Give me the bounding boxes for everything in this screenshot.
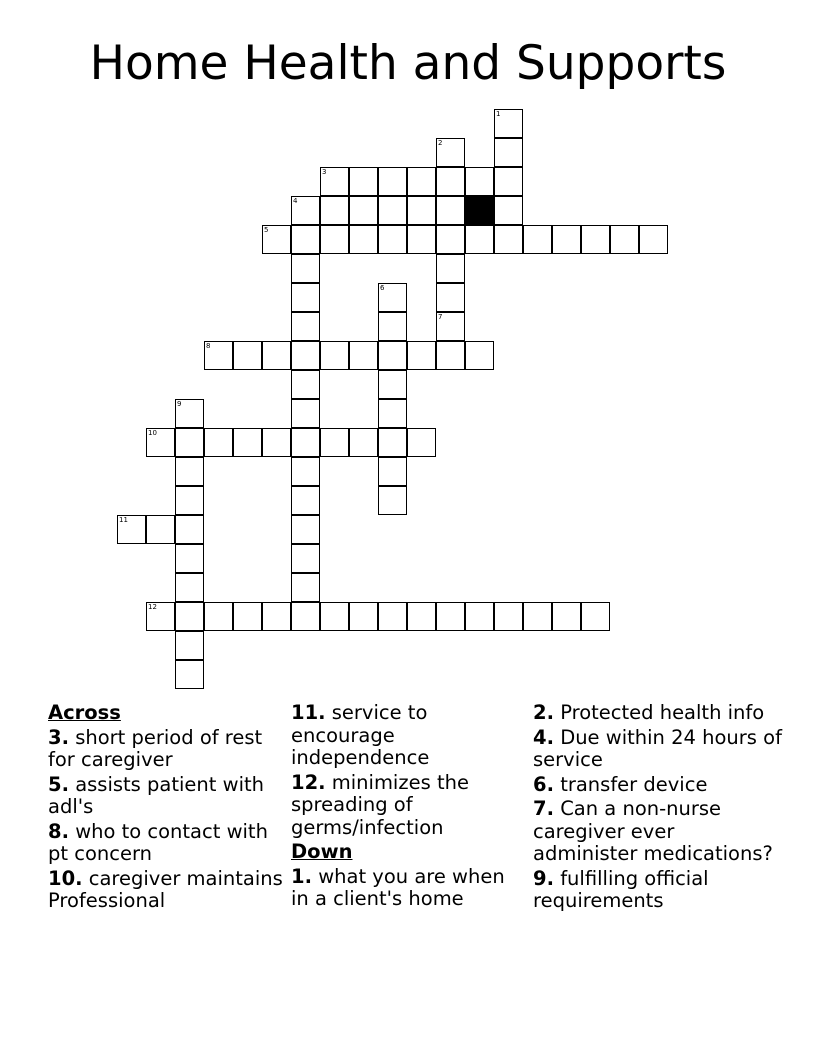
clue-down-9: [533, 868, 783, 913]
grid-cell[interactable]: [465, 225, 494, 254]
across-heading: Across: [48, 701, 121, 724]
grid-cell[interactable]: [436, 312, 465, 341]
grid-cell[interactable]: [320, 428, 349, 457]
grid-cell[interactable]: [494, 167, 523, 196]
grid-cell[interactable]: [291, 428, 320, 457]
grid-cell[interactable]: [407, 225, 436, 254]
clue-column-1: [48, 702, 286, 915]
grid-cell[interactable]: [175, 428, 204, 457]
black-cell: [465, 196, 494, 225]
cell-number: 12: [148, 603, 157, 611]
clue-number: 4.: [533, 725, 554, 749]
grid-cell[interactable]: [175, 486, 204, 515]
grid-cell[interactable]: [175, 660, 204, 689]
grid-cell[interactable]: [494, 138, 523, 167]
grid-cell[interactable]: [146, 602, 175, 631]
grid-cell[interactable]: [291, 544, 320, 573]
grid-cell[interactable]: [436, 602, 465, 631]
grid-cell[interactable]: [407, 196, 436, 225]
grid-cell[interactable]: [291, 457, 320, 486]
grid-cell[interactable]: [378, 167, 407, 196]
clue-text: who to contact with pt concern: [48, 819, 268, 865]
grid-cell[interactable]: [407, 341, 436, 370]
grid-cell[interactable]: [204, 428, 233, 457]
cell-number: 7: [438, 313, 443, 321]
grid-cell[interactable]: [320, 602, 349, 631]
grid-cell[interactable]: [204, 602, 233, 631]
grid-cell[interactable]: [378, 312, 407, 341]
clue-number: 3.: [48, 725, 69, 749]
grid-cell[interactable]: [436, 138, 465, 167]
grid-cell[interactable]: [320, 341, 349, 370]
grid-cell[interactable]: [378, 283, 407, 312]
grid-cell[interactable]: [378, 341, 407, 370]
grid-cell[interactable]: [291, 370, 320, 399]
clue-down-2: [533, 702, 783, 725]
grid-cell[interactable]: [494, 225, 523, 254]
down-heading: Down: [291, 840, 353, 863]
grid-cell[interactable]: [175, 399, 204, 428]
grid-cell[interactable]: [378, 486, 407, 515]
grid-cell[interactable]: [349, 167, 378, 196]
clue-number: 11.: [291, 701, 326, 724]
grid-cell[interactable]: [291, 399, 320, 428]
grid-cell[interactable]: [233, 428, 262, 457]
grid-cell[interactable]: [349, 602, 378, 631]
grid-cell[interactable]: [233, 602, 262, 631]
clue-across-5: [48, 774, 286, 819]
cell-number: 5: [264, 226, 269, 234]
grid-cell[interactable]: [407, 428, 436, 457]
clue-text: minimizes the spreading of germs/infection: [291, 770, 469, 839]
grid-cell[interactable]: [523, 225, 552, 254]
grid-cell[interactable]: [436, 167, 465, 196]
grid-cell[interactable]: [175, 544, 204, 573]
clue-number: 9.: [533, 866, 554, 890]
grid-cell[interactable]: [262, 602, 291, 631]
clue-number: 6.: [533, 772, 554, 796]
cell-number: 10: [148, 429, 157, 437]
clue-number: 7.: [533, 797, 554, 820]
grid-cell[interactable]: [291, 254, 320, 283]
grid-cell[interactable]: [494, 109, 523, 138]
clue-text: fulfilling official requirements: [533, 866, 709, 912]
clue-down-4: [533, 727, 783, 772]
grid-cell[interactable]: [378, 196, 407, 225]
grid-cell[interactable]: [610, 225, 639, 254]
grid-cell[interactable]: [436, 283, 465, 312]
clue-down-6: [533, 774, 783, 797]
cell-number: 9: [177, 400, 182, 408]
cell-number: 4: [293, 197, 298, 205]
clue-text: Can a non-nurse caregiver ever administer medications?: [533, 797, 773, 865]
grid-cell[interactable]: [494, 602, 523, 631]
grid-cell[interactable]: [552, 225, 581, 254]
grid-cell[interactable]: [320, 196, 349, 225]
grid-cell[interactable]: [117, 515, 146, 544]
clue-text: transfer device: [560, 772, 708, 796]
grid-cell[interactable]: [262, 428, 291, 457]
grid-cell[interactable]: [581, 225, 610, 254]
clue-number: 5.: [48, 772, 69, 796]
grid-cell[interactable]: [494, 196, 523, 225]
grid-cell[interactable]: [465, 167, 494, 196]
cell-number: 2: [438, 139, 443, 147]
grid-cell[interactable]: [175, 573, 204, 602]
clue-column-2: [291, 702, 527, 913]
grid-cell[interactable]: [407, 167, 436, 196]
grid-cell[interactable]: [204, 341, 233, 370]
clue-text: short period of rest for caregiver: [48, 725, 263, 771]
grid-cell[interactable]: [291, 573, 320, 602]
grid-cell[interactable]: [291, 283, 320, 312]
grid-cell[interactable]: [262, 341, 291, 370]
grid-cell[interactable]: [436, 254, 465, 283]
grid-cell[interactable]: [146, 515, 175, 544]
grid-cell[interactable]: [175, 631, 204, 660]
clue-text: assists patient with adl's: [48, 772, 264, 818]
grid-cell[interactable]: [349, 225, 378, 254]
grid-cell[interactable]: [378, 457, 407, 486]
clue-across-12: [291, 772, 527, 840]
clue-number: 12.: [291, 770, 326, 794]
grid-cell[interactable]: [262, 225, 291, 254]
grid-cell[interactable]: [378, 428, 407, 457]
grid-cell[interactable]: [291, 225, 320, 254]
grid-cell[interactable]: [407, 602, 436, 631]
grid-cell[interactable]: [436, 196, 465, 225]
grid-cell[interactable]: [349, 428, 378, 457]
grid-cell[interactable]: [291, 602, 320, 631]
grid-cell[interactable]: [349, 196, 378, 225]
grid-cell[interactable]: [349, 341, 378, 370]
clue-number: 8.: [48, 819, 69, 843]
cell-number: 1: [496, 110, 501, 118]
clue-number: 1.: [291, 864, 312, 888]
grid-cell[interactable]: [291, 312, 320, 341]
grid-cell[interactable]: [175, 602, 204, 631]
grid-cell[interactable]: [378, 370, 407, 399]
grid-cell[interactable]: [581, 602, 610, 631]
clue-text: caregiver maintains Professional: [48, 866, 283, 912]
grid-cell[interactable]: [552, 602, 581, 631]
grid-cell[interactable]: [175, 515, 204, 544]
clue-number: 10.: [48, 866, 83, 890]
grid-cell[interactable]: [523, 602, 552, 631]
grid-cell[interactable]: [320, 225, 349, 254]
clue-text: Protected health info: [560, 701, 765, 724]
grid-cell[interactable]: [146, 428, 175, 457]
cell-number: 11: [119, 516, 128, 524]
grid-cell[interactable]: [639, 225, 668, 254]
grid-cell[interactable]: [465, 341, 494, 370]
grid-cell[interactable]: [436, 225, 465, 254]
cell-number: 8: [206, 342, 211, 350]
cell-number: 3: [322, 168, 327, 176]
cell-number: 6: [380, 284, 385, 292]
grid-cell[interactable]: [291, 515, 320, 544]
grid-cell[interactable]: [175, 457, 204, 486]
grid-cell[interactable]: [291, 341, 320, 370]
grid-cell[interactable]: [378, 399, 407, 428]
clue-across-3: [48, 727, 286, 772]
clue-number: 2.: [533, 701, 554, 724]
puzzle-title: Home Health and Supports: [89, 36, 727, 91]
clue-text: service to encourage independence: [291, 701, 430, 769]
clue-text: Due within 24 hours of service: [533, 725, 782, 771]
clue-column-3: [533, 702, 783, 915]
grid-cell[interactable]: [378, 602, 407, 631]
clue-down-7: [533, 798, 783, 866]
grid-cell[interactable]: [291, 486, 320, 515]
grid-cell[interactable]: [233, 341, 262, 370]
clue-across-11: [291, 702, 527, 770]
clue-across-8: [48, 821, 286, 866]
grid-cell[interactable]: [378, 225, 407, 254]
clue-down-1: [291, 866, 527, 911]
grid-cell[interactable]: [465, 602, 494, 631]
clue-text: what you are when in a client's home: [291, 864, 505, 910]
grid-cell[interactable]: [291, 196, 320, 225]
clue-across-10: [48, 868, 293, 913]
grid-cell[interactable]: [436, 341, 465, 370]
grid-cell[interactable]: [320, 167, 349, 196]
